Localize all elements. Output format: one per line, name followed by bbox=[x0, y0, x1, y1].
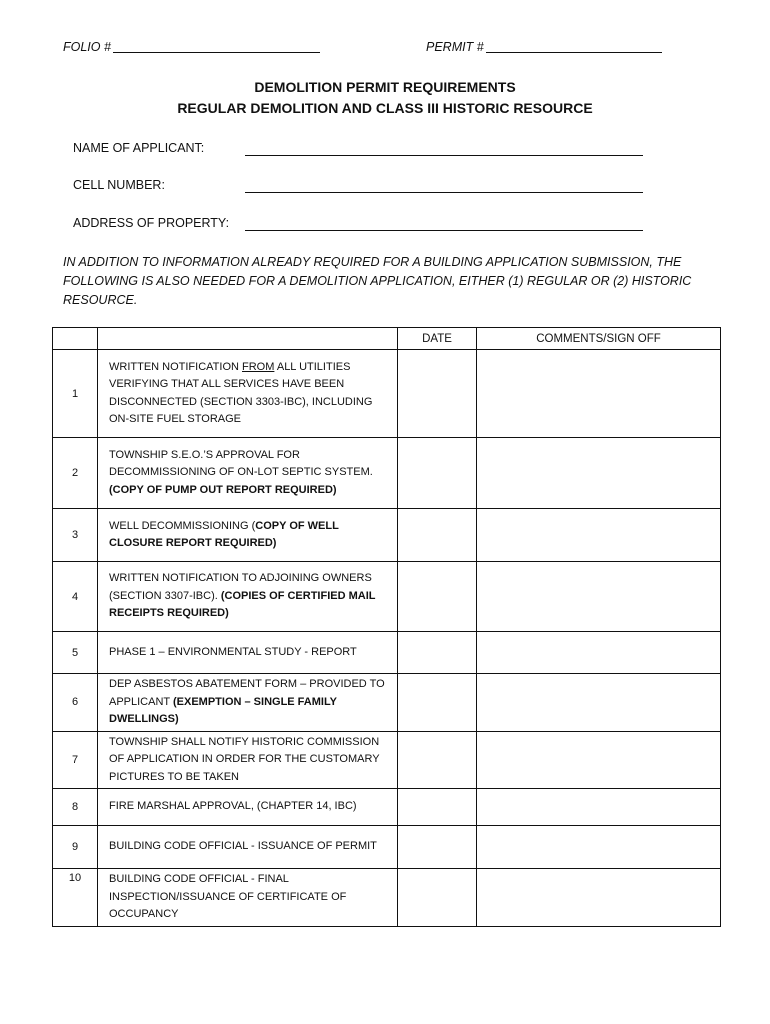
row-number: 7 bbox=[53, 731, 98, 789]
header-num-cell bbox=[53, 328, 98, 350]
row-number: 9 bbox=[53, 826, 98, 869]
table-row bbox=[53, 509, 721, 562]
permit-label: PERMIT # bbox=[426, 40, 484, 54]
table-row bbox=[53, 674, 721, 732]
table-header-row bbox=[53, 328, 721, 350]
comments-cell[interactable] bbox=[477, 350, 721, 438]
page-subtitle: REGULAR DEMOLITION AND CLASS III HISTORIC RESOURCE bbox=[177, 100, 593, 116]
date-cell[interactable] bbox=[398, 509, 477, 562]
comments-cell[interactable] bbox=[477, 869, 721, 927]
row-text-bold: (COPIES OF CERTIFIED MAIL RECEIPTS REQUIRED) bbox=[109, 589, 376, 620]
header-date: DATE bbox=[398, 328, 477, 350]
row-description bbox=[98, 350, 398, 438]
date-cell[interactable] bbox=[398, 562, 477, 632]
cell-number-field[interactable] bbox=[245, 192, 643, 193]
date-cell[interactable] bbox=[398, 826, 477, 869]
row-text: WRITTEN NOTIFICATION bbox=[109, 360, 243, 373]
header-item-cell bbox=[98, 328, 398, 350]
row-number: 5 bbox=[53, 632, 98, 674]
table-row bbox=[53, 632, 721, 674]
property-address-label: ADDRESS OF PROPERTY: bbox=[73, 216, 230, 230]
date-cell[interactable] bbox=[398, 869, 477, 927]
date-cell[interactable] bbox=[398, 674, 477, 732]
row-text-bold: (COPY OF PUMP OUT REPORT REQUIRED) bbox=[109, 483, 337, 496]
comments-cell[interactable] bbox=[477, 789, 721, 826]
permit-input-line[interactable] bbox=[486, 52, 662, 53]
table-row bbox=[53, 562, 721, 632]
row-text: TOWNSHIP S.E.O.’S APPROVAL FOR DECOMMISSIONING OF ON-LOT SEPTIC SYSTEM. bbox=[109, 448, 373, 479]
row-number: 1 bbox=[53, 350, 98, 438]
comments-cell[interactable] bbox=[477, 562, 721, 632]
folio-input-line[interactable] bbox=[113, 52, 320, 53]
table-row bbox=[53, 438, 721, 509]
date-cell[interactable] bbox=[398, 789, 477, 826]
date-cell[interactable] bbox=[398, 350, 477, 438]
applicant-name-label: NAME OF APPLICANT: bbox=[73, 141, 205, 155]
comments-cell[interactable] bbox=[477, 826, 721, 869]
table-row bbox=[53, 350, 721, 438]
row-text: DEP ASBESTOS ABATEMENT FORM – PROVIDED TO APPLICANT bbox=[109, 678, 385, 708]
row-text: WELL DECOMMISSIONING ( bbox=[109, 519, 256, 532]
table-row bbox=[53, 869, 721, 927]
header-comments: COMMENTS/SIGN OFF bbox=[477, 328, 721, 350]
property-address-field[interactable] bbox=[245, 230, 643, 231]
table-row bbox=[53, 826, 721, 869]
row-text-bold: COPY OF WELL CLOSURE REPORT REQUIRED) bbox=[109, 519, 339, 549]
row-text: WRITTEN NOTIFICATION TO ADJOINING OWNERS (SECTION 3307-IBC). bbox=[109, 572, 372, 602]
row-text-underline: FROM bbox=[242, 360, 275, 373]
comments-cell[interactable] bbox=[477, 674, 721, 732]
table-row bbox=[53, 789, 721, 826]
cell-number-label: CELL NUMBER: bbox=[73, 178, 165, 192]
row-number: 2 bbox=[53, 438, 98, 509]
date-cell[interactable] bbox=[398, 632, 477, 674]
row-number: 8 bbox=[53, 789, 98, 826]
folio-label: FOLIO # bbox=[63, 40, 111, 54]
row-description bbox=[98, 562, 398, 632]
requirements-table bbox=[52, 327, 721, 927]
comments-cell[interactable] bbox=[477, 731, 721, 789]
page-title: DEMOLITION PERMIT REQUIREMENTS bbox=[254, 79, 516, 95]
row-number: 6 bbox=[53, 674, 98, 732]
row-text-bold: (EXEMPTION – SINGLE FAMILY DWELLINGS) bbox=[109, 695, 337, 725]
row-description bbox=[98, 438, 398, 509]
row-number: 3 bbox=[53, 509, 98, 562]
row-number: 10 bbox=[53, 869, 98, 927]
row-description: FIRE MARSHAL APPROVAL, (CHAPTER 14, IBC) bbox=[98, 789, 398, 826]
row-description: BUILDING CODE OFFICIAL - ISSUANCE OF PERMIT bbox=[98, 826, 398, 869]
table-row bbox=[53, 731, 721, 789]
comments-cell[interactable] bbox=[477, 509, 721, 562]
intro-paragraph: IN ADDITION TO INFORMATION ALREADY REQUIRED FOR A BUILDING APPLICATION SUBMISSION, THE FOLLOWING IS ALSO NEEDED FOR A DEMOLITION APPLICATION, EITHER (1) REGULAR OR (2) HISTORIC RESOURCE. bbox=[63, 255, 692, 307]
applicant-name-field[interactable] bbox=[245, 155, 643, 156]
row-number: 4 bbox=[53, 562, 98, 632]
row-description: PHASE 1 – ENVIRONMENTAL STUDY - REPORT bbox=[98, 632, 398, 674]
date-cell[interactable] bbox=[398, 438, 477, 509]
row-description: BUILDING CODE OFFICIAL - FINAL INSPECTION/ISSUANCE OF CERTIFICATE OF OCCUPANCY bbox=[98, 869, 398, 927]
row-text-cont: ALL UTILITIES VERIFYING THAT ALL SERVICES HAVE BEEN DISCONNECTED (SECTION 3303-IBC), INCLUDING ON-SITE FUEL STORAGE bbox=[109, 360, 373, 425]
date-cell[interactable] bbox=[398, 731, 477, 789]
comments-cell[interactable] bbox=[477, 632, 721, 674]
comments-cell[interactable] bbox=[477, 438, 721, 509]
row-description bbox=[98, 674, 398, 732]
row-description bbox=[98, 509, 398, 562]
row-description: TOWNSHIP SHALL NOTIFY HISTORIC COMMISSION OF APPLICATION IN ORDER FOR THE CUSTOMARY PICTURES TO BE TAKEN bbox=[98, 731, 398, 789]
